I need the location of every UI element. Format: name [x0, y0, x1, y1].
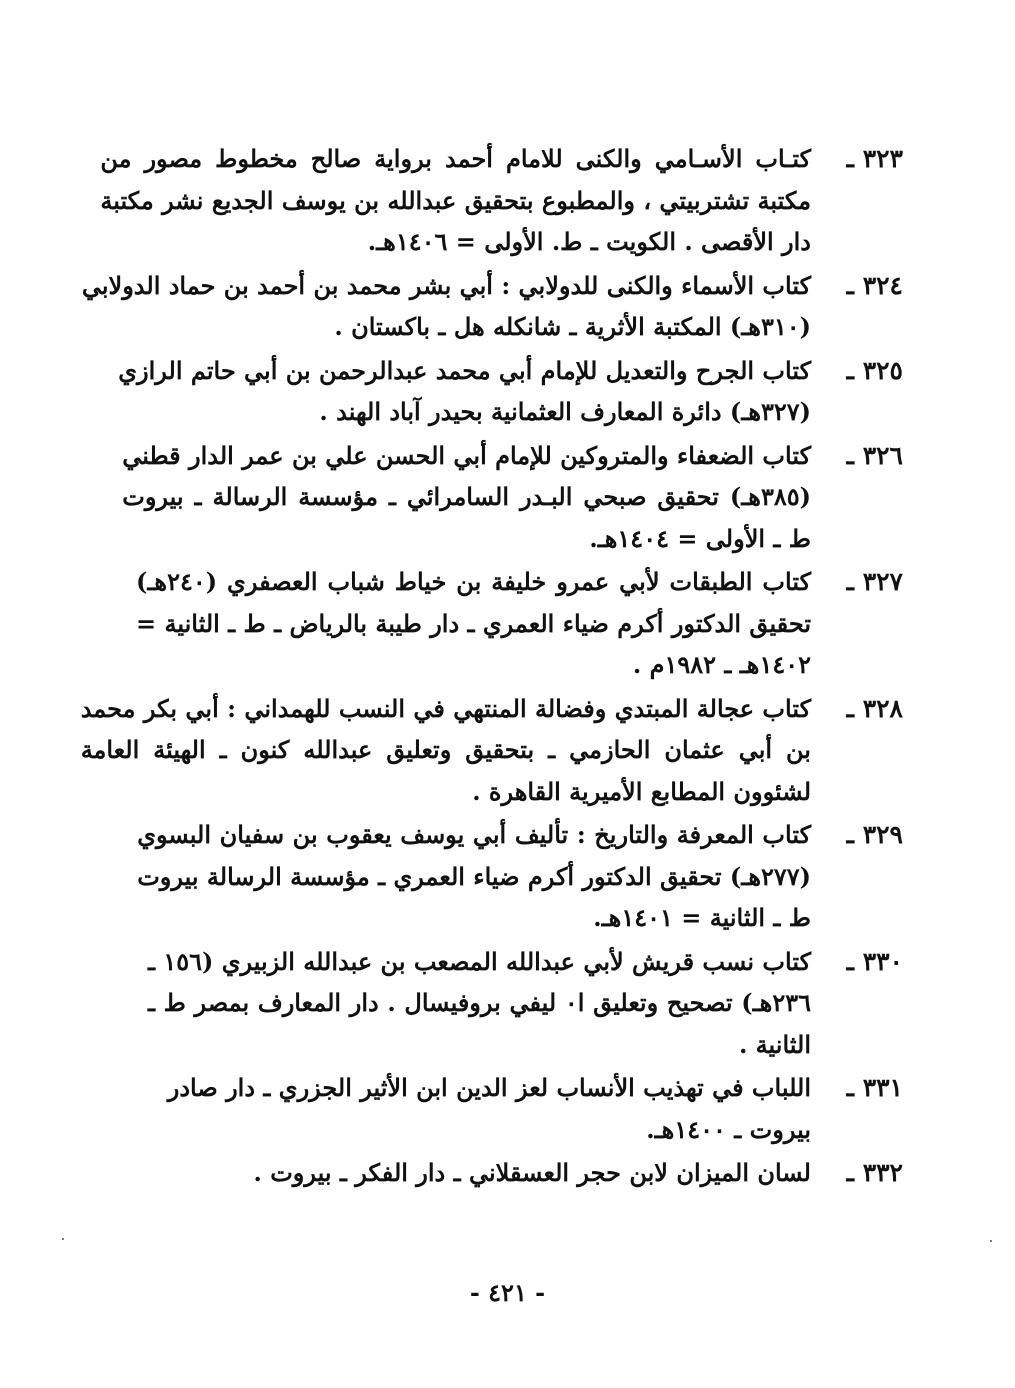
- entry-number: ٣٣١ ـ: [846, 1073, 903, 1102]
- bibliography-entry: [100, 138, 903, 263]
- entry-line: (٣٢٧هـ) دائرة المعارف العثمانية بحيدر آباد الهند .: [319, 397, 811, 426]
- entry-line: تحقيق الدكتور أكرم ضياء العمري ـ دار طيبة بالرياض ـ ط ـ الثانية =: [136, 608, 811, 638]
- entry-number: ٣٢٩ ـ: [846, 820, 903, 849]
- entry-line: (٣١٠هـ) المكتبة الأثرية ـ شانكله هل ـ باكستان .: [334, 312, 811, 341]
- entry-line: كتاب نسب قريش لأبي عبدالله المصعب بن عبدالله الزبيري (١٥٦ ـ: [147, 946, 811, 976]
- entry-line: لسان الميزان لابن حجر العسقلاني ـ دار الفكر ـ بيروت .: [253, 1158, 811, 1187]
- entry-text: [168, 1067, 811, 1150]
- entry-text: [81, 688, 811, 813]
- entry-text: [82, 265, 811, 348]
- bibliography-list: [80, 138, 903, 1196]
- entry-line: ١٤٠٢هـ ـ ١٩٨٢م .: [632, 650, 811, 679]
- entry-line: بن أبي عثمان الحازمي ـ بتحقيق وتعليق عبدالله كنون ـ الهيئة العامة: [80, 735, 811, 764]
- entry-line: ط ـ الثانية = ١٤٠١هـ.: [593, 903, 811, 932]
- scan-speck: [62, 1238, 64, 1240]
- entry-number: ٣٣٢ ـ: [846, 1158, 903, 1187]
- entry-line: ٢٣٦هـ) تصحيح وتعليق ا٠ ليفي بروفيسال . دار المعارف بمصر ط ـ: [147, 988, 812, 1017]
- entry-text: [137, 814, 811, 939]
- entry-line: دار الأقصى . الكويت ـ ط. الأولى = ١٤٠٦هـ.: [367, 227, 811, 256]
- bibliography-entry: [122, 435, 903, 560]
- entry-number: ٣٢٨ ـ: [846, 693, 903, 723]
- entry-text: [148, 941, 811, 1066]
- entry-text: [185, 1152, 811, 1194]
- entry-line: كتاب عجالة المبتدي وفضالة المنتهي في النسب للهمداني : أبي بكر محمد: [80, 693, 811, 723]
- bibliography-entry: [185, 1152, 903, 1194]
- bibliography-entry: [167, 1067, 903, 1150]
- bibliography-entry: [118, 350, 903, 433]
- entry-number: ٣٣٠ ـ: [846, 946, 903, 976]
- entry-line: (٣٨٥هـ) تحقيق صبحي البـدر السامرائي ـ مؤسسة الرسالة ـ بيروت: [122, 482, 811, 511]
- bibliography-entry: [147, 941, 903, 1066]
- bibliography-entry: [80, 688, 903, 813]
- bibliography-entry: [137, 814, 903, 939]
- entry-line: كتـاب الأسـامي والكنى للامام أحمد برواية صالح مخطوط مصور من: [100, 144, 811, 173]
- entry-text: [122, 435, 811, 560]
- entry-text: [118, 350, 811, 433]
- entry-number: ٣٢٤ ـ: [846, 270, 903, 300]
- page-number: - ٤٢١ -: [469, 1278, 546, 1307]
- entry-text: [100, 138, 811, 263]
- entry-line: مكتبة تشتربيتي ، والمطبوع بتحقيق عبدالله بن يوسف الجديع نشر مكتبة: [100, 185, 811, 215]
- entry-text: [136, 561, 811, 686]
- bibliography-entry: [81, 265, 903, 348]
- entry-number: ٣٢٧ ـ: [846, 567, 903, 596]
- entry-number: ٣٢٣ ـ: [846, 144, 903, 173]
- entry-line: ط ـ الأولى = ١٤٠٤هـ.: [589, 523, 811, 553]
- entry-line: كتاب الجرح والتعديل للإمام أبي محمد عبدالرحمن بن أبي حاتم الرازي: [118, 355, 811, 385]
- entry-line: كتاب الضعفاء والمتروكين للإمام أبي الحسن علي بن عمر الدار قطني: [122, 440, 811, 470]
- bibliography-entry: [136, 561, 903, 686]
- entry-number: ٣٢٦ ـ: [846, 440, 903, 470]
- entry-number: ٣٢٥ ـ: [846, 355, 903, 385]
- entry-line: اللباب في تهذيب الأنساب لعز الدين ابن الأثير الجزري ـ دار صادر: [167, 1073, 811, 1102]
- entry-line: لشئوون المطابع الأميرية القاهرة .: [472, 776, 811, 806]
- entry-line: كتاب الأسماء والكنى للدولابي : أبي بشر محمد بن أحمد بن حماد الدولابي: [81, 270, 811, 300]
- entry-line: كتاب الطبقات لأبي عمرو خليفة بن خياط شباب العصفري (٢٤٠هـ): [136, 567, 811, 596]
- entry-line: كتاب المعرفة والتاريخ : تأليف أبي يوسف يعقوب بن سفيان البسوي: [137, 820, 811, 849]
- entry-line: الثانية .: [738, 1029, 811, 1059]
- entry-line: بيروت ـ ١٤٠٠هـ.: [646, 1114, 811, 1144]
- entry-line: (٢٧٧هـ) تحقيق الدكتور أكرم ضياء العمري ـ مؤسسة الرسالة بيروت: [137, 861, 811, 891]
- scan-speck: [990, 1240, 992, 1242]
